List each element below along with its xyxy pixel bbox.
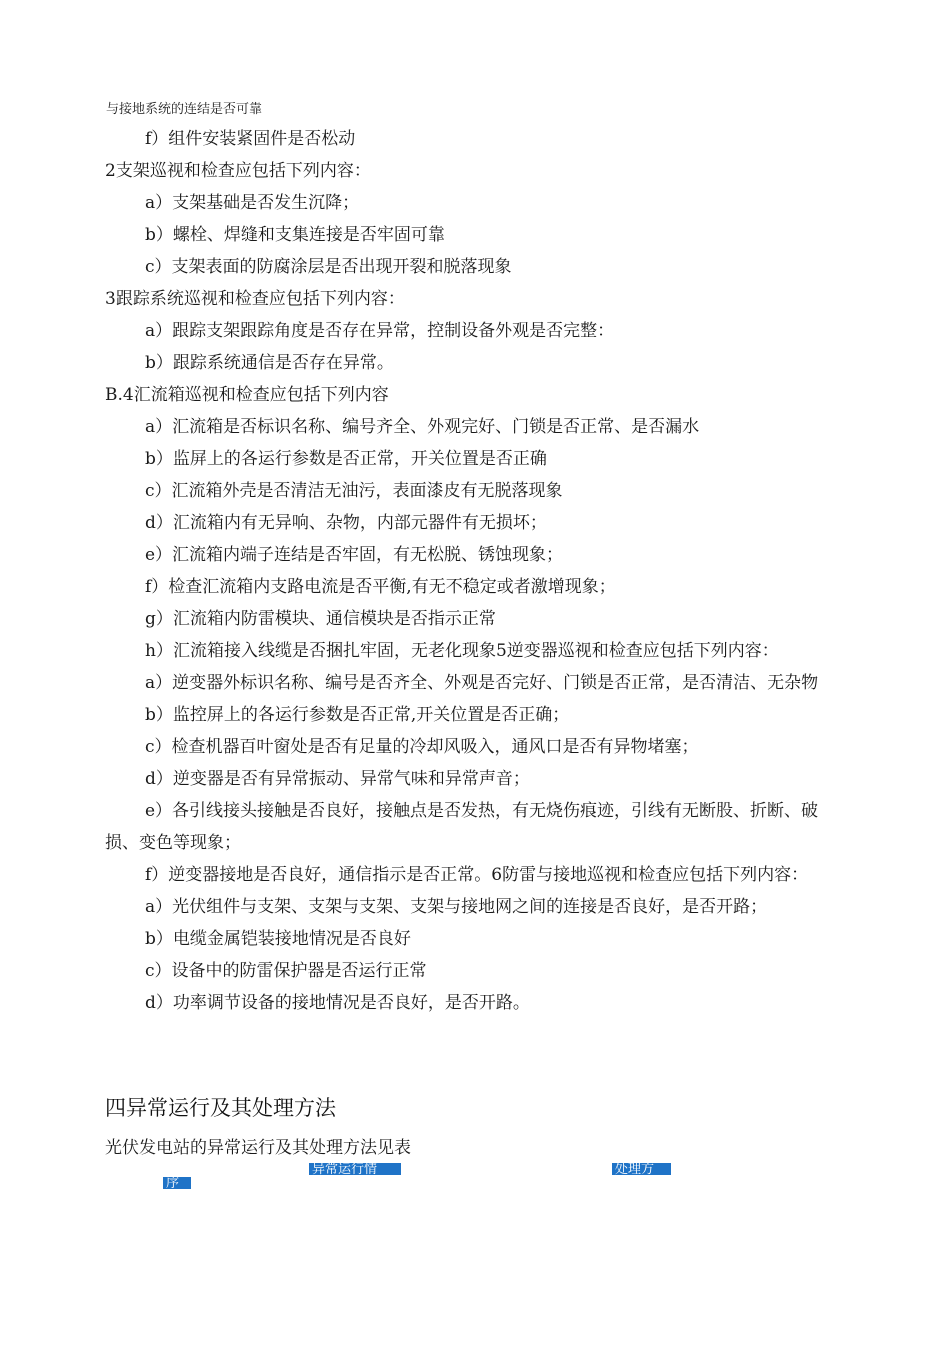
item-line: b）电缆金属铠装接地情况是否良好	[145, 929, 411, 949]
item-line: e）各引线接头接触是否良好，接触点是否发热，有无烧伤痕迹，引线有无断股、折断、破损、变色等现象；	[105, 801, 819, 853]
section-line: B.4汇流箱巡视和检查应包括下列内容	[105, 385, 389, 405]
item-line: d）功率调节设备的接地情况是否良好，是否开路。	[145, 993, 530, 1013]
item-line: d）汇流箱内有无异响、杂物，内部元器件有无损坏；	[145, 513, 547, 533]
item-line: f）检查汇流箱内支路电流是否平衡,有无不稳定或者激增现象；	[145, 577, 616, 597]
item-line: a）汇流箱是否标识名称、编号齐全、外观完好、门锁是否正常、是否漏水	[145, 417, 700, 437]
top-note: 与接地系统的连结是否可靠	[106, 102, 263, 117]
item-line: c）支架表面的防腐涂层是否出现开裂和脱落现象	[145, 257, 512, 277]
item-line: d）逆变器是否有异常振动、异常气味和异常声音；	[145, 769, 530, 789]
inspection-content	[105, 123, 850, 1019]
item-line: a）逆变器外标识名称、编号是否齐全、外观是否完好、门锁是否正常，是否清洁、无杂物	[145, 673, 819, 693]
item-line: b）跟踪系统通信是否存在异常。	[145, 353, 394, 373]
section-line: 3跟踪系统巡视和检查应包括下列内容：	[105, 289, 405, 309]
item-line: f）组件安装紧固件是否松动	[145, 129, 356, 149]
section-line: 2支架巡视和检查应包括下列内容：	[105, 161, 371, 181]
item-line: c）检查机器百叶窗处是否有足量的冷却风吸入，通风口是否有异物堵塞；	[145, 737, 699, 757]
item-line: a）支架基础是否发生沉降；	[145, 193, 360, 213]
item-line: b）监屏上的各运行参数是否正常，开关位置是否正确	[145, 449, 547, 469]
item-line: c）设备中的防雷保护器是否运行正常	[145, 961, 427, 981]
item-line: g）汇流箱内防雷模块、通信模块是否指示正常	[145, 609, 496, 629]
item-line: a）跟踪支架跟踪角度是否存在异常，控制设备外观是否完整：	[145, 321, 615, 341]
section-heading: 四异常运行及其处理方法	[105, 1096, 336, 1120]
item-line: h）汇流箱接入线缆是否捆扎牢固，无老化现象5逆变器巡视和检查应包括下列内容：	[145, 641, 779, 661]
item-line: f）逆变器接地是否良好，通信指示是否正常。6防雷与接地巡视和检查应包括下列内容：	[145, 865, 809, 885]
section-intro: 光伏发电站的异常运行及其处理方法见表	[105, 1138, 411, 1158]
table-header-seq: 序	[163, 1177, 191, 1189]
item-line: e）汇流箱内端子连结是否牢固，有无松脱、锈蚀现象；	[145, 545, 564, 565]
item-line: a）光伏组件与支架、支架与支架、支架与接地网之间的连接是否良好，是否开路；	[145, 897, 768, 917]
table-header-abnormal: 异常运行情	[309, 1163, 401, 1175]
table-header-method: 处理方	[612, 1163, 671, 1175]
item-line: b）螺栓、焊缝和支集连接是否牢固可靠	[145, 225, 445, 245]
item-line: c）汇流箱外壳是否清洁无油污，表面漆皮有无脱落现象	[145, 481, 563, 501]
item-line: b）监控屏上的各运行参数是否正常,开关位置是否正确；	[145, 705, 570, 725]
